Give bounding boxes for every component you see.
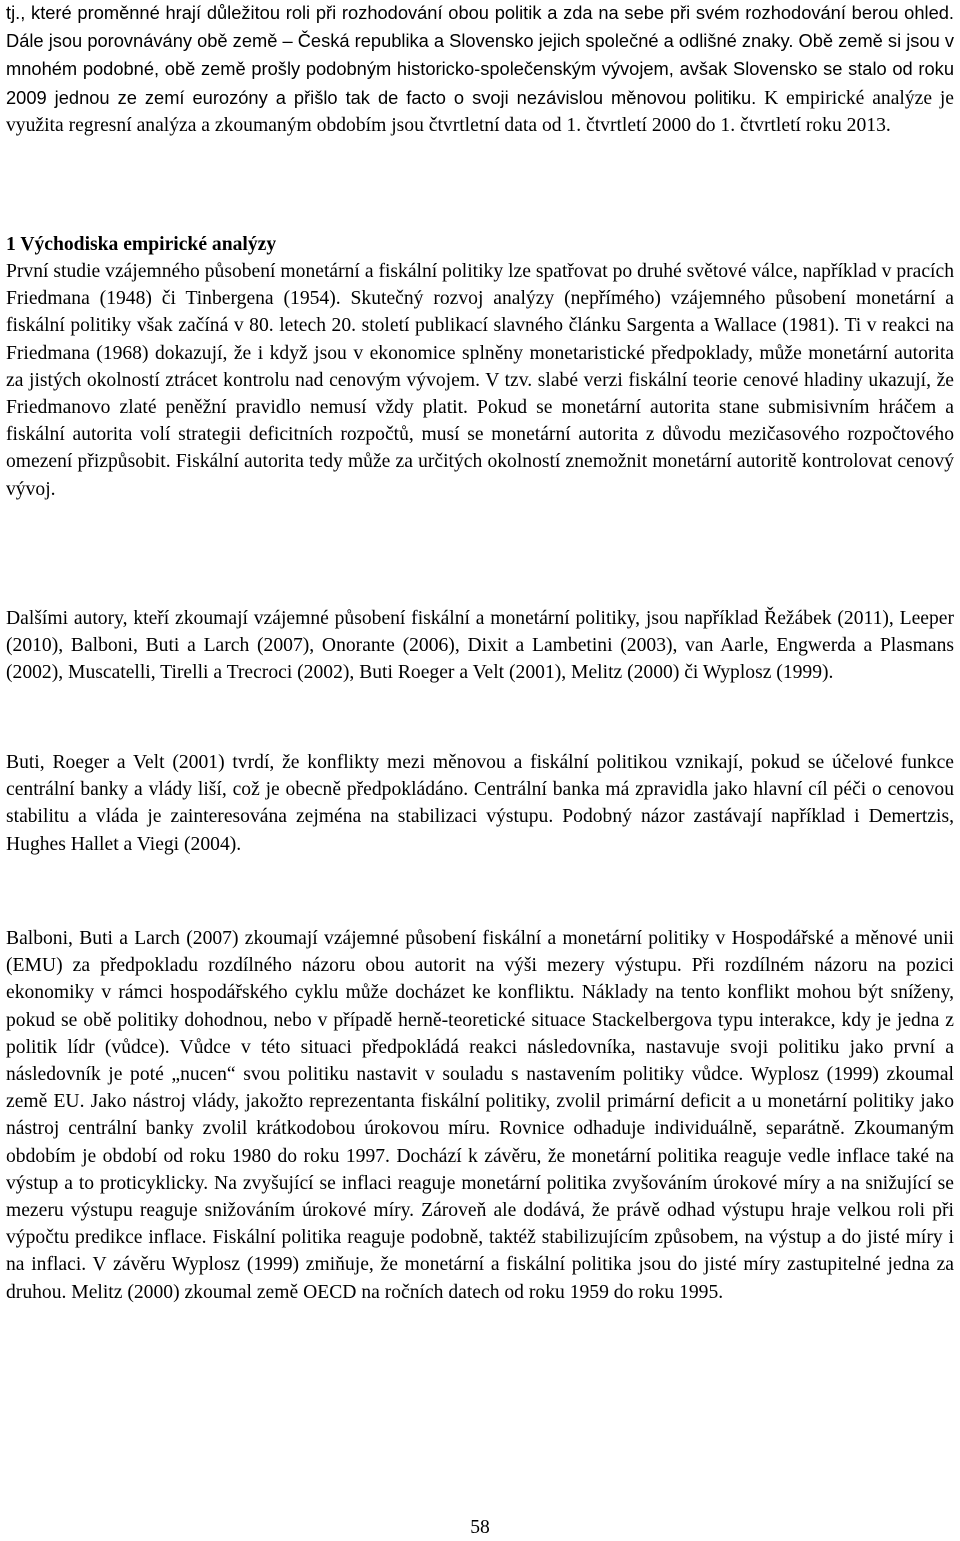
- intro-text-serif: K empirické analýze je využita regresní analýza a zkoumaným obdobím jsou čtvrtletní data od 1. čtvrtletí 2000 do 1. čtvrtletí roku 2013.: [6, 87, 954, 136]
- page-number: 58: [470, 1517, 490, 1538]
- paragraph-1: První studie vzájemného působení monetární a fiskální politiky lze spatřovat po druhé světové válce, například v pracích Friedmana (1948) či Tinbergena (1954). Skutečný rozvoj analýzy (nepřímého) vzájemného působení monetární a fiskální politiky však začíná v 80. letech 20. století publikací slavného článku Sargenta a Wallace (1981). Ti v reakci na Friedmana (1968) dokazují, že i když jsou v ekonomice splněny monetaristické předpoklady, může monetární autorita za jistých okolností ztrácet kontrolu nad cenovým vývojem. V tzv. slabé verzi fiskální teorie cenové hladiny ukazují, že Friedmanovo zlaté peněžní pravidlo nemusí vždy platit. Pokud se monetární autorita stane submisivním hráčem a fiskální autorita volí strategii deficitních rozpočtů, musí se monetární autorita z důvodu mezičasového rozpočtového omezení přizpůsobit. Fiskální autorita tedy může za určitých okolností znemožnit monetární autoritě kontrolovat cenový vývoj.: [6, 261, 954, 500]
- intro-text-sans: tj., které proměnné hrají důležitou roli při rozhodování obou politik a zda na sebe při svém rozhodování berou ohled. Dále jsou porovnávány obě země – Česká republika a Slovensko jejich společné a odlišné znaky. Obě země si jsou v mnohém podobné, obě země prošly podobným historicko-společenským vývojem, avšak Slovensko se stalo od roku 2009 jednou ze zemí eurozóny a přišlo tak de facto o svoji nezávislou měnovou politiku.: [6, 2, 954, 108]
- paragraph-2: Dalšími autory, kteří zkoumají vzájemné působení fiskální a monetární politiky, jsou například Řežábek (2011), Leeper (2010), Balboni, Buti a Larch (2007), Onorante (2006), Dixit a Lambetini (2003), van Aarle, Engwerda a Plasmans (2002), Muscatelli, Tirelli a Trecroci (2002), Buti Roeger a Velt (2001), Melitz (2000) či Wyplosz (1999).: [6, 608, 954, 684]
- section-heading: 1 Východiska empirické analýzy: [6, 234, 277, 255]
- paragraph-3: Buti, Roeger a Velt (2001) tvrdí, že konflikty mezi měnovou a fiskální politikou vznikají, pokud se účelové funkce centrální banky a vlády liší, což je obecně předpokládáno. Centrální banka má zpravidla jako hlavní cíl péči o cenovou stabilitu a vláda je zainteresována zejména na stabilizaci výstupu. Podobný názor zastávají například i Demertzis, Hughes Hallet a Viegi (2004).: [6, 752, 954, 855]
- paragraph-4: Balboni, Buti a Larch (2007) zkoumají vzájemné působení fiskální a monetární politiky v Hospodářské a měnové unii (EMU) za předpokladu rozdílného názoru obou autorit na výši mezery výstupu. Při rozdílném názoru na pozici ekonomiky v rámci hospodářského cyklu může docházet ke konfliktu. Náklady na tento konflikt mohou být sníženy, pokud se obě politiky dohodnou, nebo v případě herně-teoretické situace Stackelbergova typu interakce, kdy je jedna z politik lídr (vůdce). Vůdce v této situaci předpokládá reakci následovníka, nastavuje svoji politiku jako první a následovník je poté „nucen“ svou politiku nastavit v souladu s nastavením politiky vůdce. Wyplosz (1999) zkoumal země EU. Jako nástroj vlády, jakožto reprezentanta fiskální politiky, zvolil primární deficit a u monetární politiky jako nástroj centrální banky zvolil krátkodobou úrokovou míru. Rovnice odhaduje individuálně, separátně. Zkoumaným obdobím je období od roku 1980 do roku 1997. Dochází k závěru, že monetární politika reaguje vedle inflace také na výstup a to proticyklicky. Na zvyšující se inflaci reaguje monetární politika zvyšováním úrokové míry a na snižující se mezeru výstupu reaguje snižováním úrokové míry. Zároveň ale dodává, že právě odhad výstupu hraje velkou roli při výpočtu predikce inflace. Fiskální politika reaguje podobně, taktéž stabilizujícím způsobem, na výstup a do jisté míry i na inflaci. V závěru Wyplosz (1999) zmiňuje, že monetární a fiskální politika jsou do jisté míry zastupitelné jedna za druhou. Melitz (2000) zkoumal země OECD na ročních datech od roku 1959 do roku 1995.: [6, 928, 954, 1303]
- intro-paragraph: [6, 0, 954, 139]
